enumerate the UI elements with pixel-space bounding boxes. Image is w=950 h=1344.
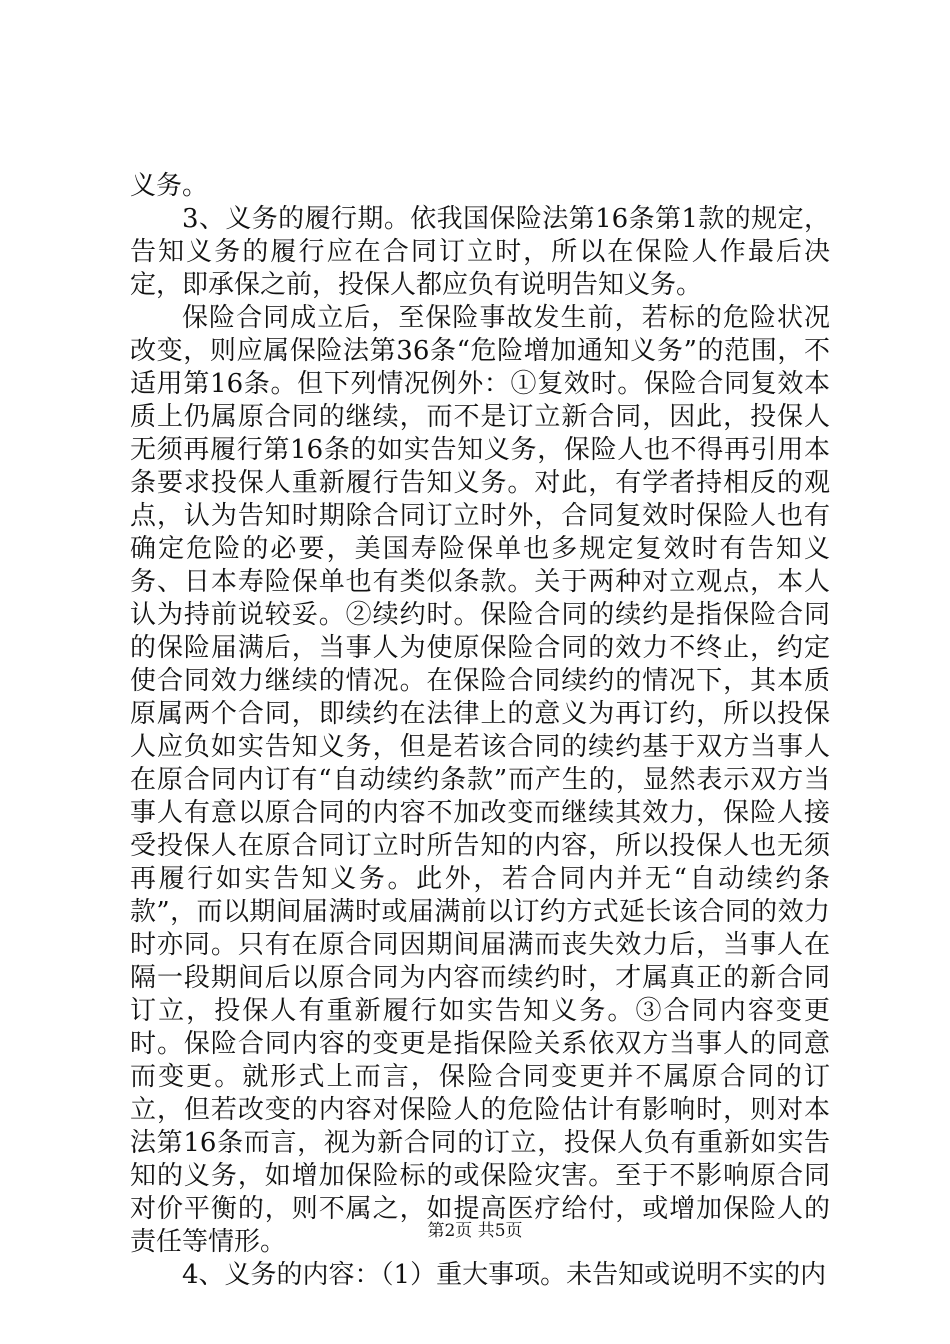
paragraph-exceptions: 保险合同成立后，至保险事故发生前，若标的危险状况改变，则应属保险法第36条“危险增加通知义务”的范围，不适用第16条。但下列情况例外：①复效时。保险合同复效本质上仍属原合同的继续，而不是订立新合同，因此，投保人无须再履行第16条的如实告知义务，保险人也不得再引用本条要求投保人重新履行告知义务。对此，有学者持相反的观点，认为告知时期除合同订立时外，合同复效时保险人也有确定危险的必要，美国寿险保单也多规定复效时有告知义务、日本寿险保单也有类似条款。关于两种对立观点，本人认为持前说较妥。②续约时。保险合同的续约是指保险合同的保险届满后，当事人为使原保险合同的效力不终止，约定使合同效力继续的情况。在保险合同续约的情况下，其本质原属两个合同，即续约在法律上的意义为再订约，所以投保人应负如实告知义务，但是若该合同的续约基于双方当事人在原合同内订有“自动续约条款”而产生的，显然表示双方当事人有意以原合同的内容不加改变而继续其效力，保险人接受投保人在原合同订立时所告知的内容，所以投保人也无须再履行如实告知义务。此外，若合同内并无“自动续约条款”，而以期间届满时或届满前以订约方式延长该合同的效力时亦同。只有在原合同因期间届满而丧失效力后，当事人在隔一段期间后以原合同为内容而续约时，才属真正的新合同订立，投保人有重新履行如实告知义务。③合同内容变更时。保险合同内容的变更是指保险关系依双方当事人的同意而变更。就形式上而言，保险合同变更并不属原合同的订立，但若改变的内容对保险人的危险估计有影响时，则对本法第16条而言，视为新合同的订立，投保人负有重新如实告知的义务，如增加保险标的或保险灾害。至于不影响原合同对价平衡的，则不属之，如提高医疗给付，或增加保险人的责任等情形。 (130, 303, 830, 1257)
document-body (130, 170, 830, 1292)
page-footer: 第2页 共5页 (427, 1221, 523, 1241)
paragraph-performance-period: 3、义务的履行期。依我国保险法第16条第1款的规定，告知义务的履行应在合同订立时，所以在保险人作最后决定，即承保之前，投保人都应负有说明告知义务。 (130, 204, 830, 300)
paragraph-obligation-content: 4、义务的内容：（1）重大事项。未告知或说明不实的内 (182, 1260, 827, 1290)
paragraph-continuation: 义务。 (130, 171, 209, 201)
